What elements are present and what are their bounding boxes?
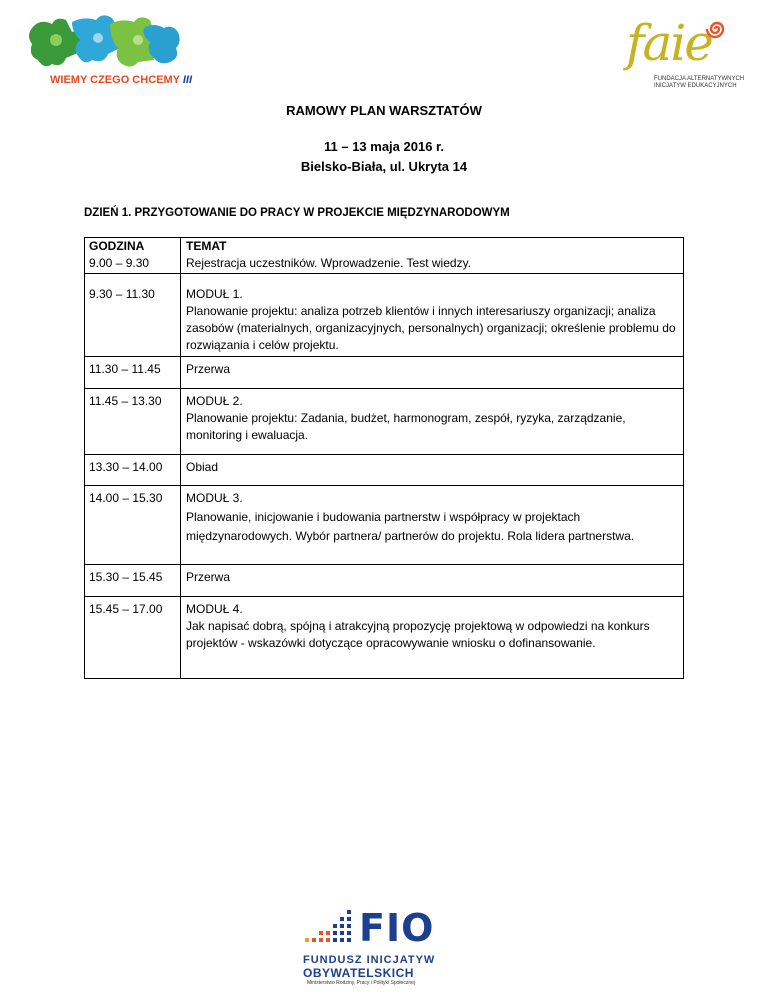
faie-logo: [618, 14, 748, 94]
page-title: RAMOWY PLAN WARSZTATÓW: [286, 103, 482, 118]
time-value: 11.45 – 13.30: [89, 394, 162, 408]
table-cell-time: [85, 455, 181, 486]
module-title: MODUŁ 3.: [186, 491, 243, 505]
table-cell-topic: [181, 274, 684, 357]
table-cell-time: [85, 486, 181, 565]
table-row: [85, 565, 684, 597]
table-cell-time: [85, 274, 181, 357]
wiemy-logo-text: WIEMY CZEGO CHCEMY III: [50, 74, 193, 86]
table-cell-time: [85, 238, 181, 274]
time-value: 15.45 – 17.00: [89, 602, 163, 616]
event-date: 11 – 13 maja 2016 r.: [324, 139, 444, 154]
module-title: MODUŁ 1.: [186, 287, 243, 301]
time-value: 9.30 – 11.30: [89, 287, 155, 301]
event-place: Bielsko-Biała, ul. Ukryta 14: [300, 159, 468, 174]
fio-logo: [303, 906, 453, 986]
table-cell-topic: [181, 389, 684, 455]
fio-wordmark: FIO: [359, 906, 435, 950]
topic-text: Planowanie projektu: analiza potrzeb klientów i innych interesariuszy organizacji; analiza zasobów (materialnych, organizacyjnych, personalnych) organizacji; określenie problemu do rozwiązania i celów projektu.: [186, 304, 676, 352]
schedule-table: [84, 237, 684, 679]
table-row: [85, 486, 684, 565]
topic-text: Obiad: [186, 460, 219, 474]
table-cell-topic: [181, 597, 684, 679]
table-row: [85, 238, 684, 274]
puzzle-icon: [26, 14, 186, 76]
table-row: [85, 274, 684, 357]
topic-text: Przerwa: [186, 570, 231, 584]
header-time: GODZINA: [89, 239, 145, 253]
spiral-icon: [706, 18, 728, 40]
topic-text: Jak napisać dobrą, spójną i atrakcyjną propozycję projektową w odpowiedzi na konkurs projektów - wskazówki dotyczące opracowywanie wniosku o dofinansowanie.: [186, 619, 650, 650]
table-cell-topic: [181, 565, 684, 597]
table-cell-topic: [181, 238, 684, 274]
day-title: DZIEŃ 1. PRZYGOTOWANIE DO PRACY W PROJEKCIE MIĘDZYNARODOWYM: [84, 207, 510, 219]
table-row: [85, 389, 684, 455]
table-row: [85, 597, 684, 679]
module-title: MODUŁ 2.: [186, 394, 243, 408]
wiemy-czego-chcemy-logo: [26, 14, 193, 96]
topic-text: Rejestracja uczestników. Wprowadzenie. Test wiedzy.: [186, 256, 472, 270]
topic-text: Planowanie, inicjowanie i budowania partnerstw i współpracy w projektach międzynarodowych. Wybór partnera/ partnerów do projektu. Rola lidera partnerstwa.: [186, 510, 635, 543]
topic-text: Przerwa: [186, 362, 231, 376]
faie-wordmark: faie: [626, 14, 712, 72]
time-value: 15.30 – 15.45: [89, 570, 163, 584]
table-cell-topic: [181, 486, 684, 565]
time-value: 13.30 – 14.00: [89, 460, 163, 474]
table-cell-time: [85, 597, 181, 679]
time-value: 11.30 – 11.45: [89, 362, 161, 376]
table-row: [85, 455, 684, 486]
table-cell-topic: [181, 455, 684, 486]
table-cell-topic: [181, 357, 684, 389]
fio-subtitle-3: Ministerstwo Rodziny, Pracy i Polityki Społecznej: [307, 980, 416, 986]
time-value: 14.00 – 15.30: [89, 491, 163, 505]
fio-subtitle-2: OBYWATELSKICH: [303, 966, 414, 980]
module-title: MODUŁ 4.: [186, 602, 243, 616]
table-row: [85, 357, 684, 389]
faie-subtitle: FUNDACJA ALTERNATYWNYCH INICJATYW EDUKACYJNYCH: [654, 76, 745, 89]
fio-subtitle-1: FUNDUSZ INICJATYW: [303, 954, 436, 966]
header-topic: TEMAT: [186, 239, 227, 253]
table-cell-time: [85, 389, 181, 455]
table-cell-time: [85, 357, 181, 389]
topic-text: Planowanie projektu: Zadania, budżet, harmonogram, zespół, ryzyka, zarządzanie, monitoring i ewaluacja.: [186, 411, 626, 442]
time-value: 9.00 – 9.30: [89, 256, 150, 270]
table-cell-time: [85, 565, 181, 597]
dots-icon: [303, 908, 355, 952]
